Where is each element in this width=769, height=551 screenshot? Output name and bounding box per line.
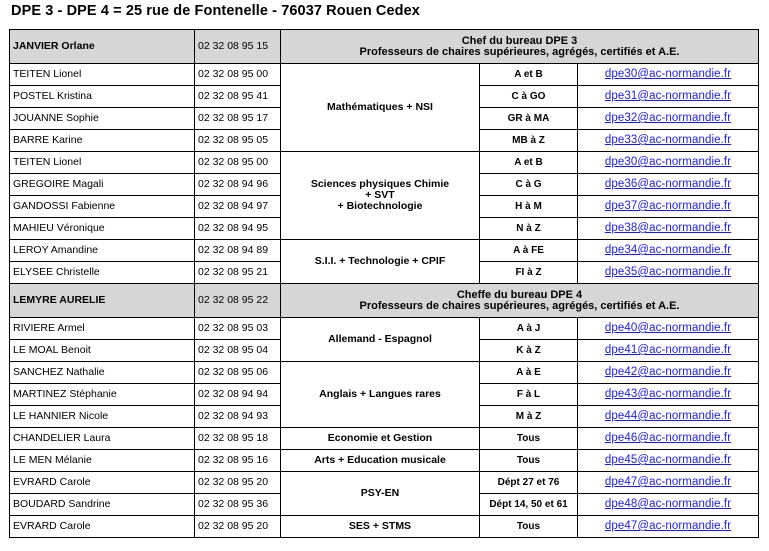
contact-phone: 02 32 08 95 17 — [195, 108, 281, 130]
email-link[interactable]: dpe40@ac-normandie.fr — [604, 322, 732, 334]
email-cell — [578, 494, 759, 516]
contact-phone: 02 32 08 95 04 — [195, 340, 281, 362]
subject-label: Sciences physiques Chimie — [310, 178, 450, 190]
chief-name: JANVIER Orlane — [10, 30, 195, 64]
email-cell — [578, 318, 759, 340]
table-row — [10, 64, 759, 86]
subject-cell — [281, 428, 480, 450]
subject-label: Economie et Gestion — [327, 432, 433, 444]
email-cell — [578, 450, 759, 472]
email-cell — [578, 196, 759, 218]
contact-phone: 02 32 08 95 00 — [195, 152, 281, 174]
table-row — [10, 362, 759, 384]
letter-range: Tous — [480, 450, 578, 472]
letter-range: GR à MA — [480, 108, 578, 130]
contact-phone: 02 32 08 95 05 — [195, 130, 281, 152]
email-cell — [578, 362, 759, 384]
letter-range: A à E — [480, 362, 578, 384]
letter-range: A et B — [480, 152, 578, 174]
letter-range: N à Z — [480, 218, 578, 240]
letter-range: Dépt 14, 50 et 61 — [480, 494, 578, 516]
contact-phone: 02 32 08 94 89 — [195, 240, 281, 262]
letter-range: K à Z — [480, 340, 578, 362]
contact-phone: 02 32 08 95 00 — [195, 64, 281, 86]
email-link[interactable]: dpe44@ac-normandie.fr — [604, 410, 732, 422]
email-link[interactable]: dpe30@ac-normandie.fr — [604, 156, 732, 168]
email-link[interactable]: dpe45@ac-normandie.fr — [604, 454, 732, 466]
subject-cell — [281, 152, 480, 240]
email-link[interactable]: dpe46@ac-normandie.fr — [604, 432, 732, 444]
email-link[interactable]: dpe48@ac-normandie.fr — [604, 498, 732, 510]
letter-range: MB à Z — [480, 130, 578, 152]
chief-phone: 02 32 08 95 15 — [195, 30, 281, 64]
letter-range: C à G — [480, 174, 578, 196]
email-cell — [578, 262, 759, 284]
contact-name: LE MOAL Benoit — [10, 340, 195, 362]
email-link[interactable]: dpe41@ac-normandie.fr — [604, 344, 732, 356]
letter-range: C à GO — [480, 86, 578, 108]
contact-phone: 02 32 08 95 06 — [195, 362, 281, 384]
email-link[interactable]: dpe35@ac-normandie.fr — [604, 266, 732, 278]
contact-name: MARTINEZ Stéphanie — [10, 384, 195, 406]
contact-phone: 02 32 08 95 36 — [195, 494, 281, 516]
letter-range: A à J — [480, 318, 578, 340]
chief-row-dpe4 — [10, 284, 759, 318]
contact-phone: 02 32 08 94 94 — [195, 384, 281, 406]
contact-directory-table — [9, 29, 759, 538]
contact-phone: 02 32 08 94 96 — [195, 174, 281, 196]
letter-range: Tous — [480, 516, 578, 538]
chief-scope: Professeurs de chaires supérieures, agrégés, certifiés et A.E. — [359, 299, 680, 312]
email-cell — [578, 240, 759, 262]
letter-range: A et B — [480, 64, 578, 86]
subject-cell — [281, 472, 480, 516]
contact-name: POSTEL Kristina — [10, 86, 195, 108]
table-row — [10, 318, 759, 340]
letter-range: H à M — [480, 196, 578, 218]
email-link[interactable]: dpe31@ac-normandie.fr — [604, 90, 732, 102]
contact-name: CHANDELIER Laura — [10, 428, 195, 450]
chief-role: Chef du bureau DPE 3 — [461, 34, 578, 47]
subject-label: + SVT — [365, 189, 395, 201]
subject-label: Arts + Education musicale — [314, 454, 446, 466]
contact-name: GREGOIRE Magali — [10, 174, 195, 196]
subject-label: + Biotechnologie — [337, 200, 423, 212]
table-row — [10, 240, 759, 262]
chief-row-dpe3 — [10, 30, 759, 64]
email-link[interactable]: dpe30@ac-normandie.fr — [604, 68, 732, 80]
table-row — [10, 152, 759, 174]
contact-name: SANCHEZ Nathalie — [10, 362, 195, 384]
email-cell — [578, 340, 759, 362]
email-cell — [578, 152, 759, 174]
contact-name: JOUANNE Sophie — [10, 108, 195, 130]
chief-phone: 02 32 08 95 22 — [195, 284, 281, 318]
contact-name: BARRE Karine — [10, 130, 195, 152]
contact-name: LE MEN Mélanie — [10, 450, 195, 472]
contact-phone: 02 32 08 95 41 — [195, 86, 281, 108]
email-cell — [578, 516, 759, 538]
contact-name: GANDOSSI Fabienne — [10, 196, 195, 218]
email-cell — [578, 174, 759, 196]
contact-name: MAHIEU Véronique — [10, 218, 195, 240]
page-title: DPE 3 - DPE 4 = 25 rue de Fontenelle - 76037 Rouen Cedex — [11, 3, 420, 19]
subject-cell — [281, 240, 480, 284]
contact-phone: 02 32 08 95 16 — [195, 450, 281, 472]
subject-cell — [281, 362, 480, 428]
email-link[interactable]: dpe34@ac-normandie.fr — [604, 244, 732, 256]
table-row — [10, 450, 759, 472]
contact-name: RIVIERE Armel — [10, 318, 195, 340]
contact-phone: 02 32 08 95 20 — [195, 472, 281, 494]
contact-name: TEITEN Lionel — [10, 152, 195, 174]
contact-phone: 02 32 08 95 21 — [195, 262, 281, 284]
email-cell — [578, 428, 759, 450]
contact-phone: 02 32 08 95 20 — [195, 516, 281, 538]
contact-name: ELYSEE Christelle — [10, 262, 195, 284]
email-cell — [578, 384, 759, 406]
chief-scope: Professeurs de chaires supérieures, agrégés, certifiés et A.E. — [359, 45, 680, 58]
contact-name: LE HANNIER Nicole — [10, 406, 195, 428]
letter-range: F à L — [480, 384, 578, 406]
email-link[interactable]: dpe32@ac-normandie.fr — [604, 112, 732, 124]
subject-cell — [281, 516, 480, 538]
email-cell — [578, 108, 759, 130]
subject-label: Anglais + Langues rares — [319, 388, 441, 400]
letter-range: FI à Z — [480, 262, 578, 284]
subject-cell — [281, 64, 480, 152]
email-cell — [578, 472, 759, 494]
contact-name: LEROY Amandine — [10, 240, 195, 262]
subject-label: SES + STMS — [348, 520, 412, 532]
chief-role: Cheffe du bureau DPE 4 — [456, 288, 583, 301]
email-cell — [578, 218, 759, 240]
email-link[interactable]: dpe37@ac-normandie.fr — [604, 200, 732, 212]
email-cell — [578, 130, 759, 152]
subject-label: Mathématiques + NSI — [327, 101, 433, 113]
contact-phone: 02 32 08 95 03 — [195, 318, 281, 340]
chief-info — [281, 284, 759, 318]
letter-range: A à FE — [480, 240, 578, 262]
table-row — [10, 516, 759, 538]
subject-label: PSY-EN — [360, 487, 400, 499]
subject-cell — [281, 450, 480, 472]
chief-name: LEMYRE AURELIE — [10, 284, 195, 318]
email-link[interactable]: dpe33@ac-normandie.fr — [604, 134, 732, 146]
email-link[interactable]: dpe38@ac-normandie.fr — [604, 222, 732, 234]
contact-name: BOUDARD Sandrine — [10, 494, 195, 516]
email-link[interactable]: dpe47@ac-normandie.fr — [604, 476, 732, 488]
chief-info — [281, 30, 759, 64]
contact-name: EVRARD Carole — [10, 472, 195, 494]
subject-cell — [281, 318, 480, 362]
contact-phone: 02 32 08 95 18 — [195, 428, 281, 450]
contact-phone: 02 32 08 94 93 — [195, 406, 281, 428]
contact-name: EVRARD Carole — [10, 516, 195, 538]
table-row — [10, 428, 759, 450]
email-cell — [578, 406, 759, 428]
letter-range: M à Z — [480, 406, 578, 428]
letter-range: Dépt 27 et 76 — [480, 472, 578, 494]
subject-label: S.I.I. + Technologie + CPIF — [314, 255, 446, 267]
table-row — [10, 472, 759, 494]
subject-label: Allemand - Espagnol — [328, 333, 432, 345]
email-link[interactable]: dpe42@ac-normandie.fr — [604, 366, 732, 378]
contact-name: TEITEN Lionel — [10, 64, 195, 86]
email-link[interactable]: dpe36@ac-normandie.fr — [604, 178, 732, 190]
contact-phone: 02 32 08 94 95 — [195, 218, 281, 240]
email-link[interactable]: dpe43@ac-normandie.fr — [604, 388, 732, 400]
letter-range: Tous — [480, 428, 578, 450]
contact-phone: 02 32 08 94 97 — [195, 196, 281, 218]
email-link[interactable]: dpe47@ac-normandie.fr — [604, 520, 732, 532]
email-cell — [578, 86, 759, 108]
email-cell — [578, 64, 759, 86]
